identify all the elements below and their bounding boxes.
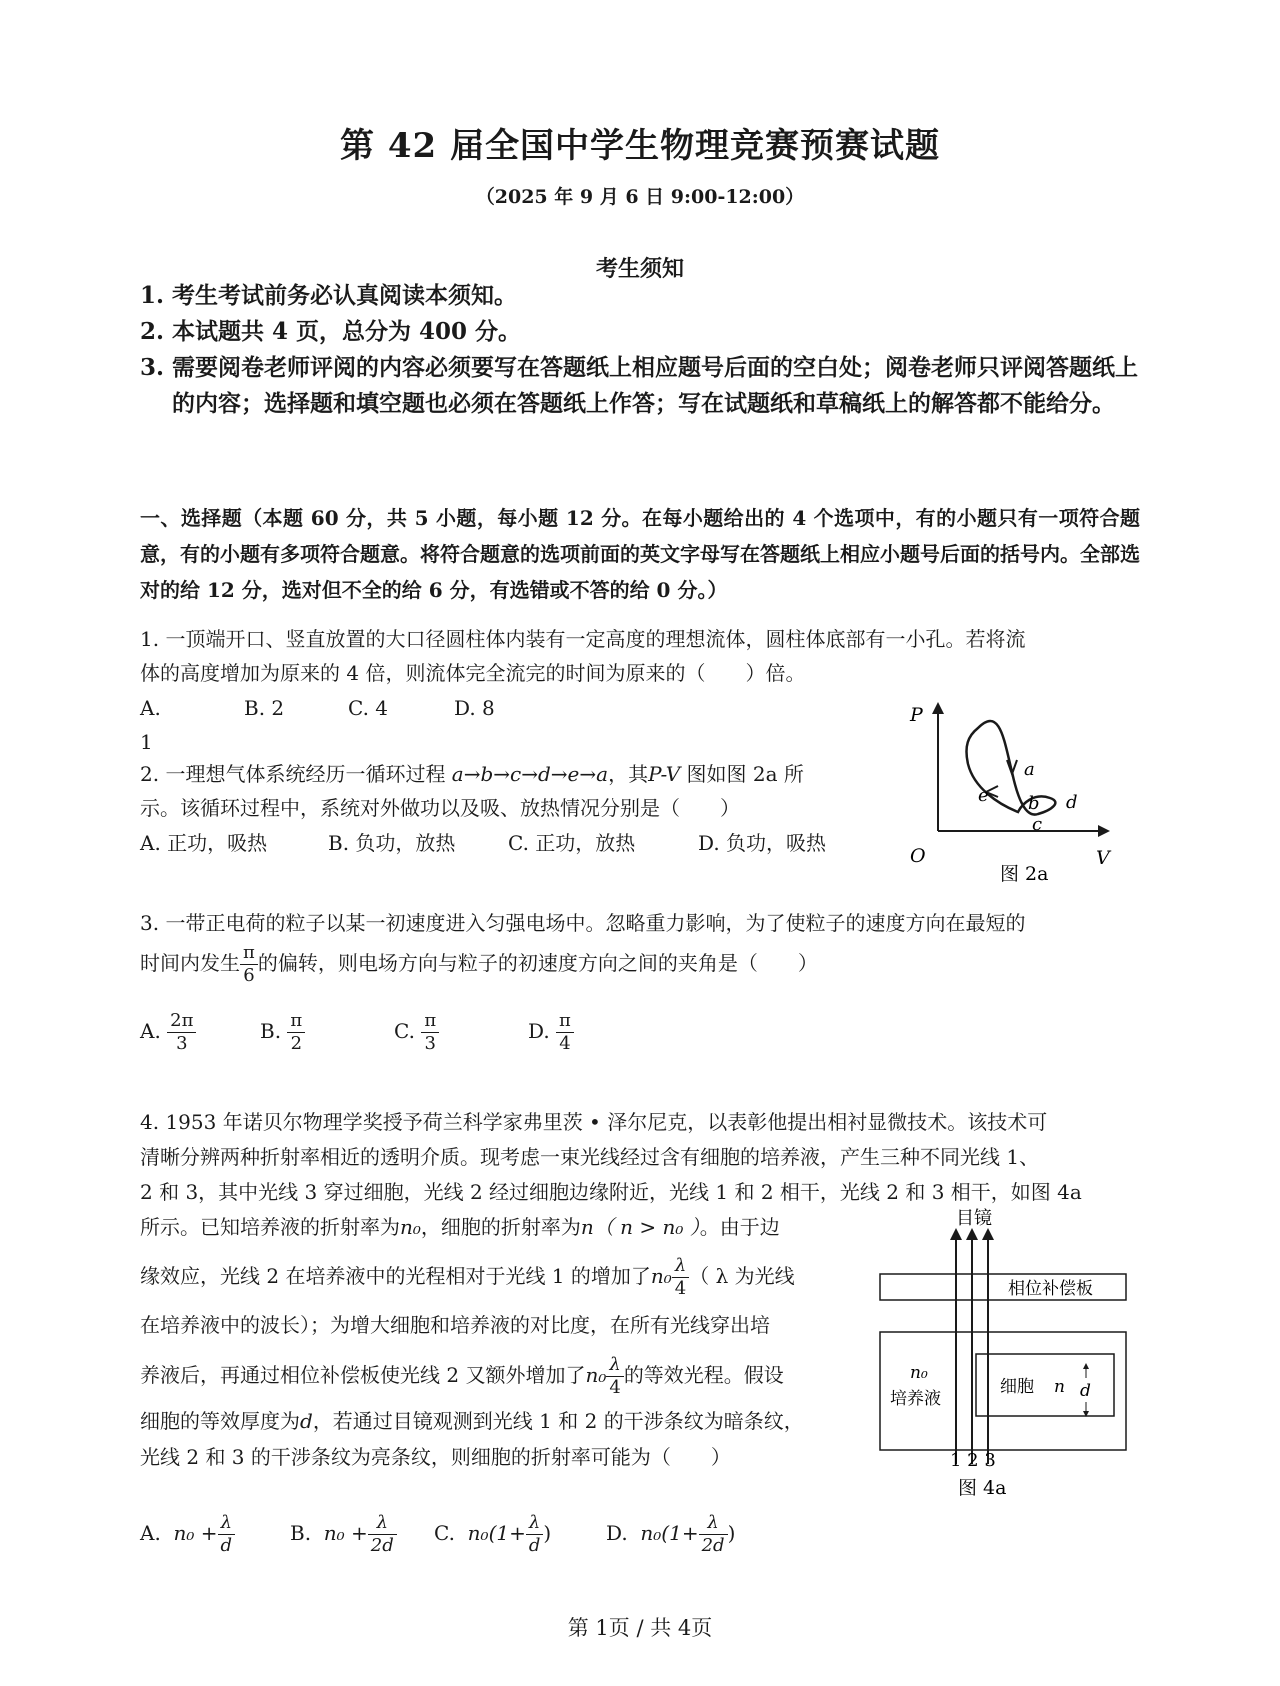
option-a: A. $\frac{2\pi}{3}$ [140, 1010, 196, 1055]
question-1-line-2: 体的高度增加为原来的 4 倍，则流体完全流完的时间为原来的（ ）倍。 [140, 661, 806, 685]
notice-heading: 考生须知 [595, 256, 684, 282]
point-c-label: c [1032, 814, 1043, 835]
point-e-label: e [978, 785, 989, 806]
option-a: A. 正功，吸热 [140, 831, 268, 855]
option-a: A. n₀ + $\frac{\lambda}{d}$ [140, 1512, 235, 1557]
option-d: D. $\frac{\pi}{4}$ [528, 1010, 574, 1055]
medium-label: 培养液 [890, 1389, 941, 1409]
cycle-expression: a→b→c→d→e→a [451, 762, 609, 786]
option-c: C. 4 [348, 696, 389, 720]
question-3-line-1: 3. 一带正电荷的粒子以某一初速度进入匀强电场中。忽略重力影响，为了使粒子的速度方向在最短的 [140, 911, 1026, 935]
cell-index-label: n [1054, 1377, 1065, 1397]
cell-box [976, 1354, 1114, 1416]
eyepiece-label: 目镜 [956, 1208, 992, 1229]
option-c: C. 正功，放热 [508, 831, 636, 855]
question-4-line-5: 缘效应，光线 2 在培养液中的光程相对于光线 1 的增加了n₀ $\frac{\lambda}{4}$ （ λ 为光线 [140, 1255, 795, 1299]
option-a: A. 1 [140, 696, 161, 754]
figure-2a-pv-diagram [890, 700, 1120, 890]
point-d-label: d [1066, 792, 1078, 813]
notice-item-1: 1. 考生考试前务必认真阅读本须知。 [140, 282, 517, 309]
question-4-line-3: 2 和 3，其中光线 3 穿过细胞，光线 2 经过细胞边缘附近，光线 1 和 2 相干，光线 2 和 3 相干，如图 4a [140, 1180, 1082, 1204]
question-4-line-7: 养液后，再通过相位补偿板使光线 2 又额外增加了n₀ $\frac{\lambda}{4}$ 的等效光程。假设 [140, 1354, 784, 1398]
cell-label: 细胞 [1000, 1377, 1034, 1397]
option-b: B. n₀ + $\frac{\lambda}{2d}$ [290, 1512, 397, 1557]
option-c: C. $\frac{\pi}{3}$ [394, 1010, 439, 1055]
figure-2a-caption: 图 2a [1000, 863, 1049, 885]
question-4-line-6: 在培养液中的波长）；为增大细胞和培养液的对比度，在所有光线穿出培 [140, 1313, 770, 1337]
exam-title: 第 42 届全国中学生物理竞赛预赛试题 [340, 126, 940, 166]
page-footer: 第 1页 / 共 4页 [567, 1616, 713, 1640]
option-b: B. $\frac{\pi}{2}$ [260, 1010, 305, 1055]
question-1-line-1: 1. 一顶端开口、竖直放置的大口径圆柱体内装有一定高度的理想流体，圆柱体底部有一小孔。若将流 [140, 627, 1026, 651]
option-d: D. 负功，吸热 [698, 831, 827, 855]
notice-item-3: 3. 需要阅卷老师评阅的内容必须要写在答题纸上相应题号后面的空白处；阅卷老师只评阅答题纸上的内容；选择题和填空题也必须在答题纸上作答；写在试题纸和草稿纸上的解答都不能给分。 [140, 354, 1138, 417]
question-4-line-2: 清晰分辨两种折射率相近的透明介质。现考虑一束光线经过含有细胞的培养液，产生三种不同光线 1、 [140, 1145, 1040, 1169]
notice-item-2: 2. 本试题共 4 页，总分为 400 分。 [140, 318, 522, 345]
p-axis-label: P [910, 704, 923, 726]
option-d: D. n₀(1+ $\frac{\lambda}{2d}$ ) [606, 1512, 736, 1556]
question-4-line-9: 光线 2 和 3 的干涉条纹为亮条纹，则细胞的折射率可能为（ ） [140, 1445, 731, 1469]
figure-4a-caption: 图 4a [958, 1477, 1007, 1499]
question-4-line-4: 所示。已知培养液的折射率为n₀，细胞的折射率为n（ n > n₀ ）。由于边 [140, 1215, 780, 1239]
option-c: C. n₀(1+ $\frac{\lambda}{d}$ ) [434, 1512, 552, 1556]
point-b-label: b [1028, 793, 1040, 814]
question-3-line-2: 时间内发生 $\frac{\pi}{6}$ 的偏转，则电场方向与粒子的初速度方向之间的夹角是（ ） [140, 942, 818, 986]
ray-labels: 1 2 3 [950, 1450, 996, 1471]
option-d: D. 8 [454, 696, 495, 720]
question-2-line-2: 示。该循环过程中，系统对外做功以及吸、放热情况分别是（ ） [140, 796, 740, 820]
phase-plate-label: 相位补偿板 [1008, 1279, 1093, 1299]
medium-index-label: n₀ [910, 1363, 928, 1383]
thickness-label: d [1080, 1381, 1091, 1401]
exam-date: （2025 年 9 月 6 日 9:00-12:00） [475, 186, 805, 208]
option-b: B. 负功，放热 [328, 831, 456, 855]
section-1-instructions: 一、选择题（本题 60 分，共 5 小题，每小题 12 分。在每小题给出的 4 个选项中，有的小题只有一项符合题意，有的小题有多项符合题意。将符合题意的选项前面的英文字母写在答题纸上相应小题号后面的括号内。全部选对的给 12 分，选对但不全的给 6 分，有选错或不答的给 0 分。） [140, 506, 1140, 602]
v-axis-label: V [1096, 847, 1110, 869]
question-2-line-1: 2. 一理想气体系统经历一循环过程 a→b→c→d→e→a，其P-V 图如图 2a 所 [140, 762, 804, 786]
figure-4a-phase-contrast [870, 1206, 1130, 1502]
point-a-label: a [1024, 759, 1035, 780]
question-4-line-1: 4. 1953 年诺贝尔物理学奖授予荷兰科学家弗里茨 • 泽尔尼克，以表彰他提出相衬显微技术。该技术可 [140, 1110, 1048, 1134]
option-b: B. 2 [244, 696, 285, 720]
question-4-line-8: 细胞的等效厚度为d，若通过目镜观测到光线 1 和 2 的干涉条纹为暗条纹， [140, 1409, 804, 1433]
fraction-pi-over-6: $\frac{\pi}{6}$ [240, 942, 258, 987]
origin-label: O [910, 845, 926, 867]
